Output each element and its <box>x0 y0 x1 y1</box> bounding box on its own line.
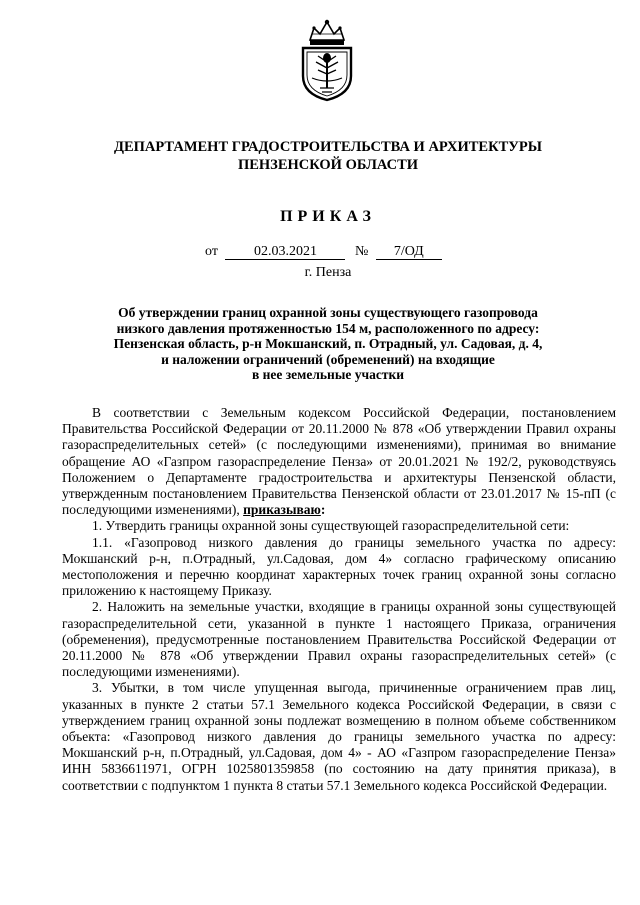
subject-line: и наложении ограничений (обременений) на входящие <box>161 351 495 367</box>
subject-line: Об утверждении границ охранной зоны существующего газопровода <box>118 305 538 320</box>
subject-line: Пензенская область, р-н Мокшанский, п. Отрадный, ул. Садовая, д. 4, <box>113 336 543 351</box>
number-label: № <box>354 244 369 259</box>
item-3: 3. Убытки, в том числе упущенная выгода, причиненные ограничением прав лиц, указанных в пункте 2 статьи 57.1 Земельного кодекса Российской Федерации, в связи с утверждением границ охранной зоны подлежат возмещению в полном объеме собственником объекта: «Газопровод низкого давления до границы земельного участка по адресу: Мокшанский р-н, п.Отрадный, ул.Садовая, дом 4» - АО «Газпром газораспределение Пенза» ИНН 5836611971, ОГРН 1025801359858 (по состоянию на дату принятия приказа), в соответствии с подпунктом 1 пункта 8 статьи 57.1 Земельного кодекса Российской Федерации. <box>62 680 616 793</box>
order-date-number-line <box>205 244 442 260</box>
department-name <box>60 138 596 174</box>
order-word: приказываю: <box>243 502 326 518</box>
order-body <box>62 405 616 794</box>
order-subject <box>60 305 596 383</box>
order-number: 7/ОД <box>376 244 442 260</box>
preamble-paragraph <box>62 405 616 518</box>
penza-coat-of-arms-icon <box>296 18 358 102</box>
subject-line: в нее земельные участки <box>251 367 405 382</box>
item-2: 2. Наложить на земельные участки, входящие в границы охранной зоны существующей газораспределительной сети, указанной в пункте 1 настоящего Приказа, ограничения (обременения), предусмотренные постановлением Правительства Российской Федерации от 20.11.2000 № 878 «Об утверждении Правил охраны газораспределительных сетей» (с последующими изменениями). <box>62 599 616 680</box>
item-1-1: 1.1. «Газопровод низкого давления до границы земельного участка по адресу: Мокшанский р-н, п.Отрадный, ул.Садовая, дом 4» согласно графическому описанию местоположения и перечню координат характерных точек границ охранной зоны согласно приложению к настоящему Приказу. <box>62 534 616 599</box>
subject-line: низкого давления протяженностью 154 м, расположенного по адресу: <box>116 320 540 336</box>
order-date: 02.03.2021 <box>225 244 345 260</box>
preamble-text: В соответствии с Земельным кодексом Российской Федерации, постановлением Правительства Российской Федерации от 20.11.2000 № 878 «Об утверждении Правил охраны газораспределительных сетей» (с последующими изменениями), принимая во внимание обращение АО «Газпром газораспределение Пенза» от 20.01.2021 № 192/2, руководствуясь Положением о Департаменте градостроительства и архитектуры Пензенской области, утвержденным постановлением Правительства Пензенской области от 23.01.2017 № 15-пП (с последующими изменениями), <box>62 405 616 518</box>
order-title: ПРИКАЗ <box>280 208 376 225</box>
department-name-line1: ДЕПАРТАМЕНТ ГРАДОСТРОИТЕЛЬСТВА И АРХИТЕКТУРЫ <box>113 139 543 155</box>
department-name-line2: ПЕНЗЕНСКОЙ ОБЛАСТИ <box>237 157 419 173</box>
city: г. Пенза <box>304 265 352 280</box>
item-1: 1. Утвердить границы охранной зоны существующей газораспределительной сети: <box>92 518 570 534</box>
from-label: от <box>205 244 218 259</box>
